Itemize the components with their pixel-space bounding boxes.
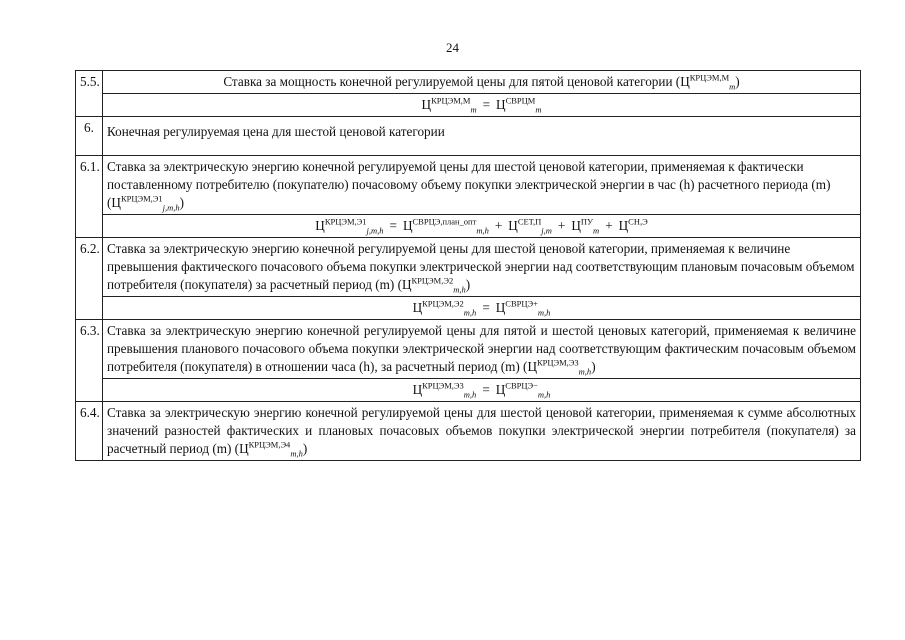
item-text: Ставка за электрическую энергию конечной регулируемой цены для пятой и шестой ценовых категорий, применяемая к величине превышения планового почасового объема покупки электрической энергии над соответствующим фактическим почасовым объемом потребителя (покупателя) в отношении часа (h), за расчетный период (m) $(Ц^{КРЦЭМ,Э3}_{m,h})$ [103, 320, 861, 379]
tariff-table [75, 70, 861, 461]
row-6-4 [76, 402, 861, 461]
row-6-3-formula [76, 379, 861, 402]
formula: $Ц^{КРЦЭМ,Э3}_{m,h} = Ц^{СВРЦЭ-}_{m,h}$ [103, 379, 861, 402]
formula: $Ц^{КРЦЭМ,Э1}_{j,m,h} = Ц^{СВРЦЭ,план\_опт}_{m,h} + Ц^{СЕТ,П}_{j,m} + Ц^{ПУ}_m + Ц^{СН,Э}$ [103, 215, 861, 238]
row-5-5-formula [76, 94, 861, 117]
item-number: 6.1. [76, 156, 103, 238]
item-text: Ставка за электрическую энергию конечной регулируемой цены для шестой ценовой категории, применяемая к фактически поставленному потребителю (покупателю) почасовому объему покупки электрической энергии в час (h) расчетного периода (m) $(Ц^{КРЦЭМ,Э1}_{j,m,h})$ [103, 156, 861, 215]
item-number: 5.5. [76, 71, 103, 117]
row-6-1-formula [76, 215, 861, 238]
item-text: Ставка за электрическую энергию конечной регулируемой цены для шестой ценовой категории, применяемая к сумме абсолютных значений разностей фактических и плановых почасовых объемов покупки электрической энергии потребителя (покупателя) за расчетный период (m) $(Ц^{КРЦЭМ,Э4}_{m,h})$ [103, 402, 861, 461]
row-5-5 [76, 71, 861, 94]
row-6-2-formula [76, 297, 861, 320]
formula: $Ц^{КРЦЭМ,М}_m = Ц^{СВРЦМ}_m$ [103, 94, 861, 117]
item-number: 6.3. [76, 320, 103, 402]
row-6-2 [76, 238, 861, 297]
row-6-3 [76, 320, 861, 379]
item-number: 6.4. [76, 402, 103, 461]
formula: $Ц^{КРЦЭМ,Э2}_{m,h} = Ц^{СВРЦЭ+}_{m,h}$ [103, 297, 861, 320]
row-6 [76, 117, 861, 156]
item-text: Ставка за электрическую энергию конечной регулируемой цены для шестой ценовой категории, применяемая к величине превышения фактического почасового объема покупки электрической энергии над соответствующим плановым почасовым объемом потребителя (покупателя) за расчетный период (m) $(Ц^{КРЦЭМ,Э2}_{m,h})$ [103, 238, 861, 297]
row-6-1 [76, 156, 861, 215]
page-number: 24 [446, 40, 459, 55]
item-number: 6. [76, 117, 103, 156]
item-text: Ставка за мощность конечной регулируемой цены для пятой ценовой категории $(Ц^{КРЦЭМ,М}_m)$ [103, 71, 861, 94]
item-number: 6.2. [76, 238, 103, 320]
item-text: Конечная регулируемая цена для шестой ценовой категории [103, 117, 861, 156]
